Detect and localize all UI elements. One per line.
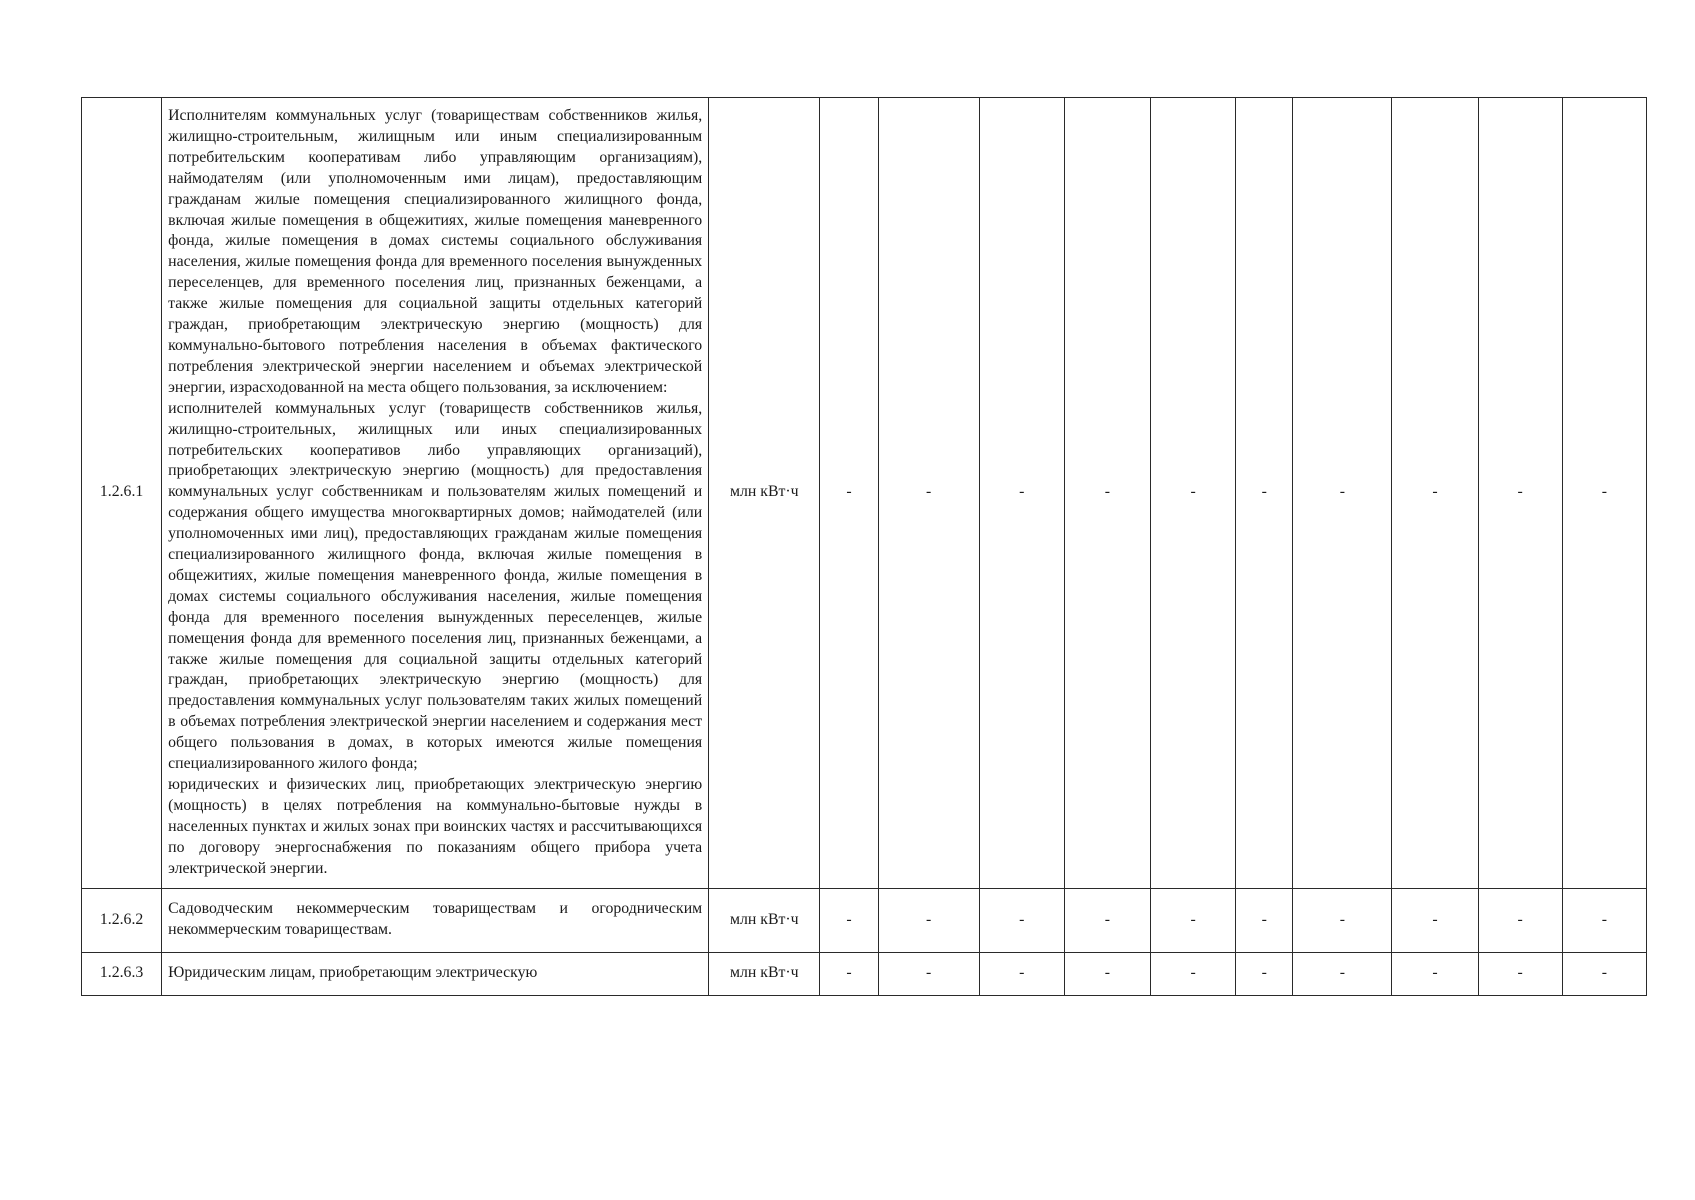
value-cell: - — [878, 98, 979, 889]
row-number: 1.2.6.1 — [82, 98, 162, 889]
value-cell: - — [979, 98, 1064, 889]
row-unit: млн кВт·ч — [709, 98, 820, 889]
value-cell: - — [878, 952, 979, 995]
data-table — [81, 97, 1647, 996]
value-cell: - — [1064, 952, 1150, 995]
row-number: 1.2.6.2 — [82, 888, 162, 952]
table-row — [82, 98, 1647, 889]
value-cell: - — [1392, 98, 1478, 889]
value-cell: - — [1236, 952, 1293, 995]
value-cell: - — [1151, 888, 1236, 952]
row-description — [162, 98, 709, 889]
value-cell: - — [1064, 98, 1150, 889]
value-cell: - — [979, 952, 1064, 995]
value-cell: - — [1293, 98, 1392, 889]
value-cell: - — [820, 952, 878, 995]
value-cell: - — [979, 888, 1064, 952]
row-unit: млн кВт·ч — [709, 952, 820, 995]
value-cell: - — [1478, 888, 1562, 952]
value-cell: - — [1293, 888, 1392, 952]
description-paragraph: Исполнителям коммунальных услуг (товариществам собственников жилья, жилищно-строительным, жилищным или иным специализированным потребительским кооперативам либо управляющим организациям), наймодателям (или уполномоченным ими лицам), предоставляющим гражданам жилые помещения специализированного жилищного фонда, включая жилые помещения в общежитиях, жилые помещения маневренного фонда, жилые помещения в домах системы социального обслуживания населения, жилые помещения фонда для временного поселения вынужденных переселенцев, для временного поселения лиц, признанных беженцами, а также жилые помещения для социальной защиты отдельных категорий граждан, приобретающим электрическую энергию (мощность) для коммунально-бытового потребления населения в объемах фактического потребления электрической энергии населением и объемах электрической энергии, израсходованной на места общего пользования, за исключением: — [168, 107, 703, 396]
value-cell: - — [1293, 952, 1392, 995]
value-cell: - — [1562, 888, 1646, 952]
value-cell: - — [820, 98, 878, 889]
value-cell: - — [1151, 952, 1236, 995]
value-cell: - — [1236, 98, 1293, 889]
value-cell: - — [820, 888, 878, 952]
value-cell: - — [1236, 888, 1293, 952]
row-number: 1.2.6.3 — [82, 952, 162, 995]
value-cell: - — [1478, 98, 1562, 889]
value-cell: - — [1392, 952, 1478, 995]
row-description — [162, 952, 709, 995]
description-paragraph: Юридическим лицам, приобретающим электрическую — [168, 964, 538, 982]
description-paragraph: юридических и физических лиц, приобретающих электрическую энергию (мощность) в целях потребления на коммунально-бытовые нужды в населенных пунктах и жилых зонах при воинских частях и рассчитывающихся по договору энергоснабжения по показаниям общего прибора учета электрической энергии. — [168, 776, 703, 877]
row-unit: млн кВт·ч — [709, 888, 820, 952]
value-cell: - — [1064, 888, 1150, 952]
value-cell: - — [1562, 952, 1646, 995]
value-cell: - — [1151, 98, 1236, 889]
table-row — [82, 888, 1647, 952]
value-cell: - — [1478, 952, 1562, 995]
value-cell: - — [1562, 98, 1646, 889]
description-paragraph: исполнителей коммунальных услуг (товариществ собственников жилья, жилищно-строительных, жилищных или иных специализированных потребительских кооперативов либо управляющих организаций), приобретающих электрическую энергию (мощность) для предоставления коммунальных услуг собственникам и пользователям жилых помещений и содержания общего имущества многоквартирных домов; наймодателей (или уполномоченных ими лиц), предоставляющих гражданам жилые помещения специализированного жилищного фонда, включая жилые помещения в общежитиях, жилые помещения маневренного фонда, жилые помещения в домах системы социального обслуживания населения, жилые помещения фонда для временного поселения вынужденных переселенцев, жилые помещения фонда для временного поселения лиц, признанных беженцами, а также жилые помещения для социальной защиты отдельных категорий граждан, приобретающих электрическую энергию (мощность) для предоставления коммунальных услуг пользователям таких жилых помещений в объемах потребления электрической энергии населением и содержания мест общего пользования в домах, в которых имеются жилые помещения специализированного жилого фонда; — [168, 399, 703, 773]
table-row — [82, 952, 1647, 995]
value-cell: - — [1392, 888, 1478, 952]
value-cell: - — [878, 888, 979, 952]
description-paragraph: Садоводческим некоммерческим товариществам и огородническим некоммерческим товариществам. — [168, 900, 703, 939]
row-description — [162, 888, 709, 952]
